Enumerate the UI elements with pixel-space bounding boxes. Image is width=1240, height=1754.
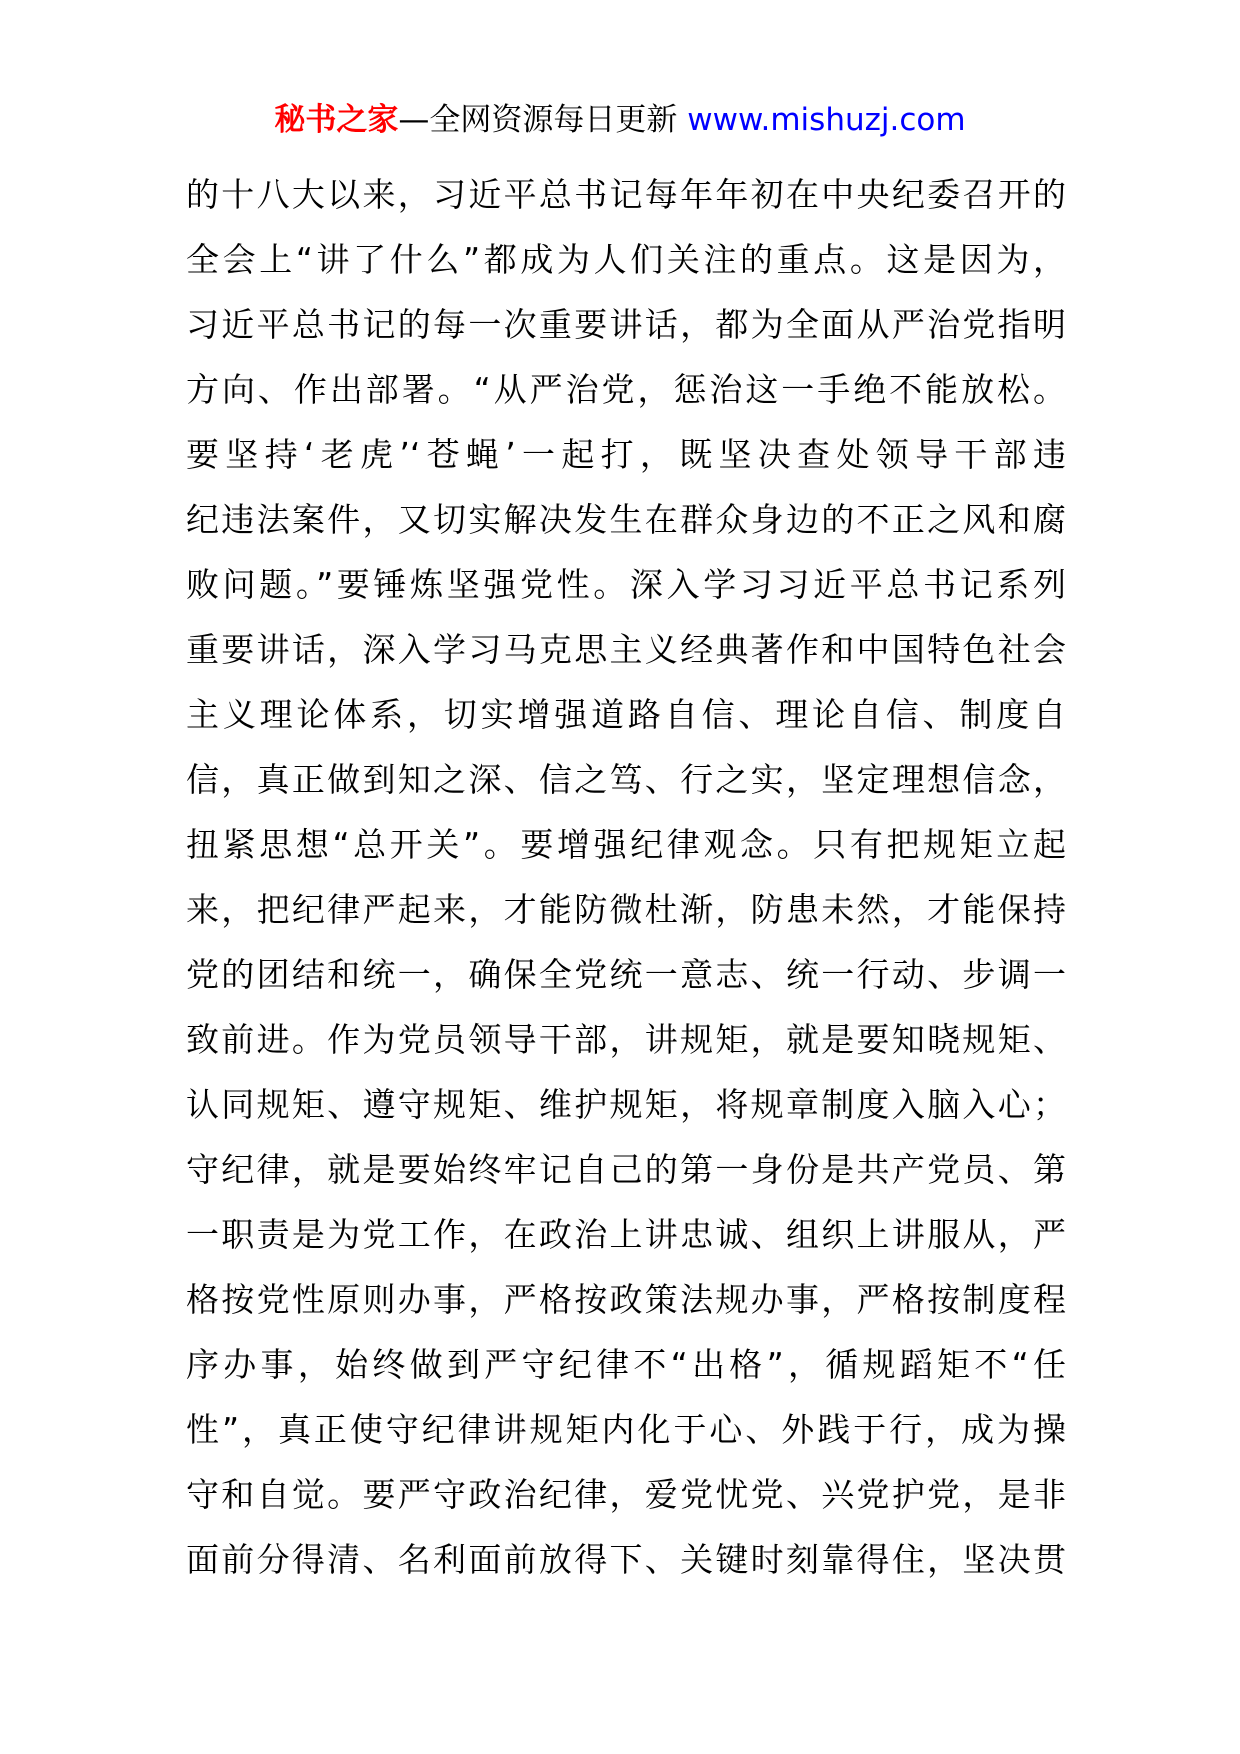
text-line: 纪违法案件，又切实解决发生在群众身边的不正之风和腐: [186, 500, 1066, 539]
site-header: [0, 100, 1240, 140]
text-line: 的十八大以来，习近平总书记每年年初在中央纪委召开的: [186, 175, 1066, 214]
text-line: 信，真正做到知之深、信之笃、行之实，坚定理想信念，: [186, 760, 1066, 799]
text-line: 来，把纪律严起来，才能防微杜渐，防患未然，才能保持: [186, 890, 1066, 929]
text-line: 守和自觉。要严守政治纪律，爱党忧党、兴党护党，是非: [186, 1475, 1066, 1514]
site-url-link[interactable]: www.mishuzj.com: [687, 102, 966, 138]
text-line: 主义理论体系，切实增强道路自信、理论自信、制度自: [186, 695, 1066, 734]
text-line: 党的团结和统一，确保全党统一意志、统一行动、步调一: [186, 955, 1066, 994]
text-line: 败问题。”要锤炼坚强党性。深入学习习近平总书记系列: [186, 565, 1066, 604]
site-brand: 秘书之家: [274, 102, 399, 138]
text-line: 序办事，始终做到严守纪律不“出格”，循规蹈矩不“任: [186, 1345, 1066, 1384]
text-line: 重要讲话，深入学习马克思主义经典著作和中国特色社会: [186, 630, 1066, 669]
text-line: 全会上“讲了什么”都成为人们关注的重点。这是因为，: [186, 240, 1066, 279]
text-line: 扭紧思想“总开关”。要增强纪律观念。只有把规矩立起: [186, 825, 1066, 864]
text-line: 要坚持‘老虎’‘苍蝇’一起打，既坚决查处领导干部违: [186, 435, 1066, 474]
text-line: 面前分得清、名利面前放得下、关键时刻靠得住，坚决贯: [186, 1540, 1066, 1579]
site-tagline: —全网资源每日更新: [398, 102, 678, 138]
text-line: 格按党性原则办事，严格按政策法规办事，严格按制度程: [186, 1280, 1066, 1319]
text-line: 方向、作出部署。“从严治党，惩治这一手绝不能放松。: [186, 370, 1066, 409]
document-body: [186, 162, 1066, 1592]
text-line: 守纪律，就是要始终牢记自己的第一身份是共产党员、第: [186, 1150, 1066, 1189]
text-line: 致前进。作为党员领导干部，讲规矩，就是要知晓规矩、: [186, 1020, 1066, 1059]
text-line: 认同规矩、遵守规矩、维护规矩，将规章制度入脑入心；: [186, 1085, 1066, 1124]
text-line: 一职责是为党工作，在政治上讲忠诚、组织上讲服从，严: [186, 1215, 1066, 1254]
text-line: 性”，真正使守纪律讲规矩内化于心、外践于行，成为操: [186, 1410, 1066, 1449]
text-line: 习近平总书记的每一次重要讲话，都为全面从严治党指明: [186, 305, 1066, 344]
